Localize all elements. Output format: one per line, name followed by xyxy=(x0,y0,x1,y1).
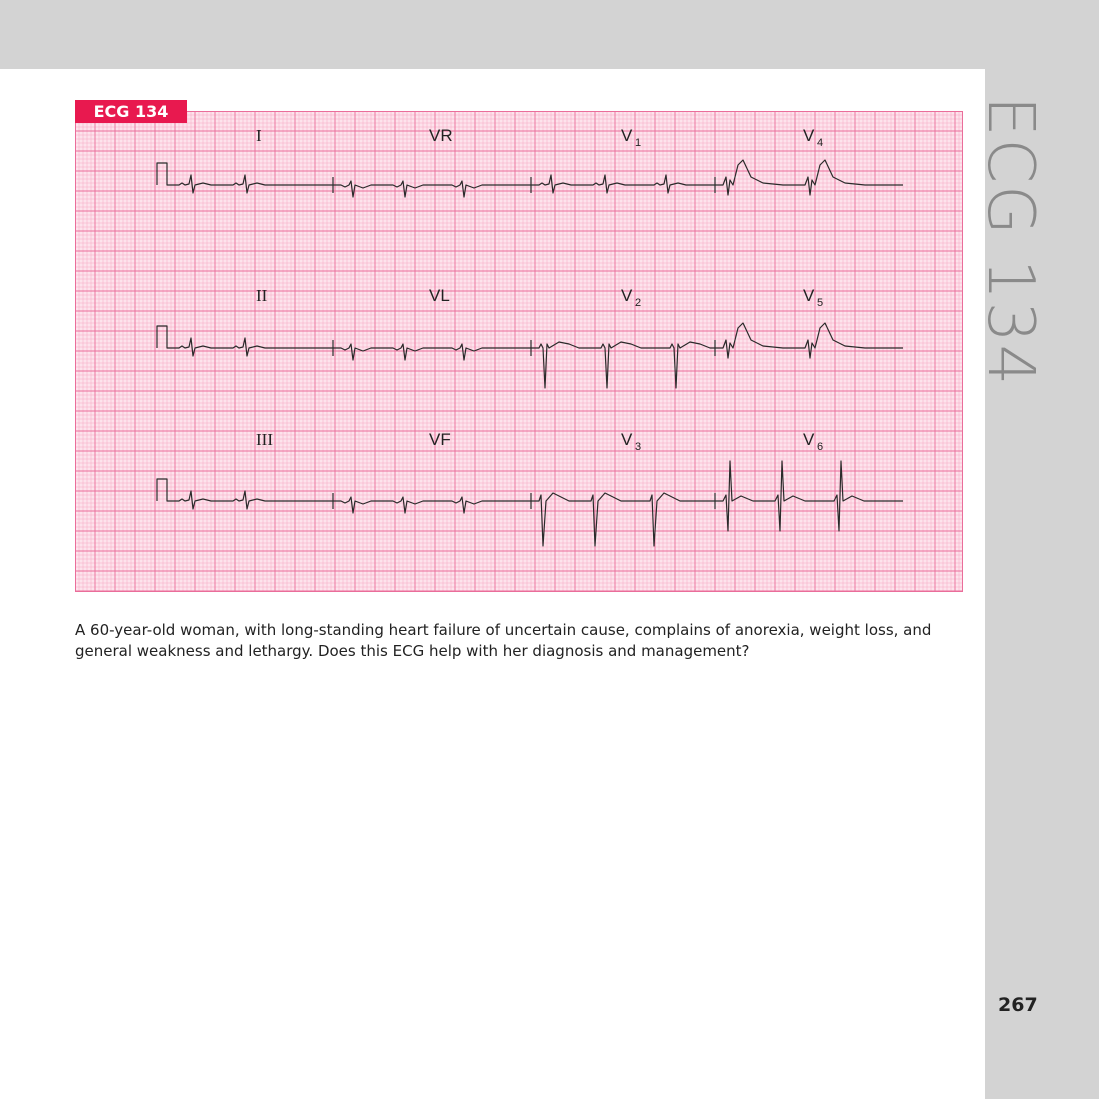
lead-label: VR xyxy=(429,126,453,145)
lead-label: III xyxy=(256,430,273,449)
side-chapter-title: ECG 134 xyxy=(973,96,1047,388)
lead-label: I xyxy=(256,126,262,145)
lead-label: V xyxy=(803,430,815,449)
lead-label: VL xyxy=(429,286,450,305)
ecg-number-tab: ECG 134 xyxy=(75,100,187,123)
lead-label: V xyxy=(621,430,633,449)
lead-label: V xyxy=(621,126,633,145)
lead-label-subscript: 1 xyxy=(635,137,642,149)
lead-label-subscript: 5 xyxy=(817,297,824,309)
case-question: A 60-year-old woman, with long-standing heart failure of uncertain cause, complains of anorexia, weight loss, and general weakness and lethargy. Does this ECG help with her diagnosis and management? xyxy=(75,621,932,660)
lead-label-subscript: 2 xyxy=(635,297,642,309)
lead-label: II xyxy=(256,286,268,305)
lead-label: V xyxy=(621,286,633,305)
lead-label: V xyxy=(803,286,815,305)
page-number: 267 xyxy=(998,994,1038,1016)
top-margin-band xyxy=(0,0,1099,69)
lead-label: V xyxy=(803,126,815,145)
lead-label-subscript: 6 xyxy=(817,441,824,453)
lead-label-subscript: 3 xyxy=(635,441,642,453)
lead-label: VF xyxy=(429,430,451,449)
ecg-strip xyxy=(75,111,963,592)
lead-label-subscript: 4 xyxy=(817,137,824,149)
